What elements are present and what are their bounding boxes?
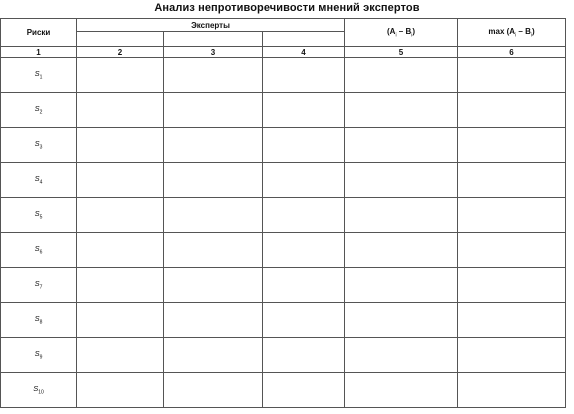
header-expert-1 (77, 32, 164, 47)
table-cell (458, 233, 566, 268)
risk-label: $S_6$ (1, 233, 77, 268)
table-cell (263, 303, 345, 338)
table-cell (345, 93, 458, 128)
table-cell (458, 338, 566, 373)
table-row (1, 373, 566, 408)
table-cell (77, 233, 164, 268)
table-row (1, 93, 566, 128)
table-cell (263, 198, 345, 233)
page-title: Анализ непротиворечивости мнений экспертов (154, 2, 420, 14)
risk-label: $S_7$ (1, 268, 77, 303)
table-cell (458, 58, 566, 93)
column-number: 6 (458, 47, 566, 58)
table-cell (458, 93, 566, 128)
table-cell (458, 128, 566, 163)
table-cell (458, 268, 566, 303)
table-cell (345, 163, 458, 198)
risk-label: $S_3$ (1, 128, 77, 163)
table-row (1, 198, 566, 233)
column-number-row (1, 47, 566, 58)
table-cell (263, 163, 345, 198)
table-cell (458, 198, 566, 233)
table-cell (77, 163, 164, 198)
table-cell (263, 58, 345, 93)
column-number: 5 (345, 47, 458, 58)
table-row (1, 268, 566, 303)
table-cell (263, 338, 345, 373)
table-cell (458, 303, 566, 338)
table-row (1, 338, 566, 373)
table-row (1, 128, 566, 163)
table-cell (77, 373, 164, 408)
table-cell (164, 93, 263, 128)
table-cell (77, 338, 164, 373)
table-cell (77, 128, 164, 163)
risk-label: $S_4$ (1, 163, 77, 198)
table-cell (263, 233, 345, 268)
risk-label: $S_1$ (1, 58, 77, 93)
risk-label: $S_2$ (1, 93, 77, 128)
table-row (1, 303, 566, 338)
column-number: 4 (263, 47, 345, 58)
table-cell (77, 58, 164, 93)
table-cell (77, 198, 164, 233)
table-cell (345, 338, 458, 373)
table-cell (345, 268, 458, 303)
expert-consistency-table (0, 18, 566, 408)
table-cell (164, 233, 263, 268)
table-cell (263, 128, 345, 163)
table-cell (345, 198, 458, 233)
table-row (1, 233, 566, 268)
risk-label: $S_5$ (1, 198, 77, 233)
table-row (1, 163, 566, 198)
risk-label: $S_8$ (1, 303, 77, 338)
header-max-difference: $\max (A_i - B_i)$ (458, 19, 566, 47)
table-cell (345, 58, 458, 93)
table-cell (263, 268, 345, 303)
table-cell (458, 373, 566, 408)
table-cell (77, 303, 164, 338)
header-difference: $(A_i - B_i)$ (345, 19, 458, 47)
header-expert-2 (164, 32, 263, 47)
risk-label: $S_{10}$ (1, 373, 77, 408)
table-cell (164, 303, 263, 338)
header-risks: Риски (1, 19, 77, 47)
table-cell (164, 163, 263, 198)
table-cell (164, 338, 263, 373)
table-cell (164, 373, 263, 408)
column-number: 3 (164, 47, 263, 58)
table-cell (77, 268, 164, 303)
table-cell (164, 198, 263, 233)
table-cell (345, 128, 458, 163)
header-expert-3 (263, 32, 345, 47)
table-cell (458, 163, 566, 198)
table-cell (263, 93, 345, 128)
table-row (1, 58, 566, 93)
table-cell (164, 268, 263, 303)
table-cell (345, 303, 458, 338)
column-number: 2 (77, 47, 164, 58)
table-cell (263, 373, 345, 408)
table-cell (345, 233, 458, 268)
risk-label: $S_9$ (1, 338, 77, 373)
header-experts: Эксперты (77, 19, 345, 32)
column-number: 1 (1, 47, 77, 58)
table-cell (164, 128, 263, 163)
table-cell (345, 373, 458, 408)
table-cell (77, 93, 164, 128)
table-cell (164, 58, 263, 93)
